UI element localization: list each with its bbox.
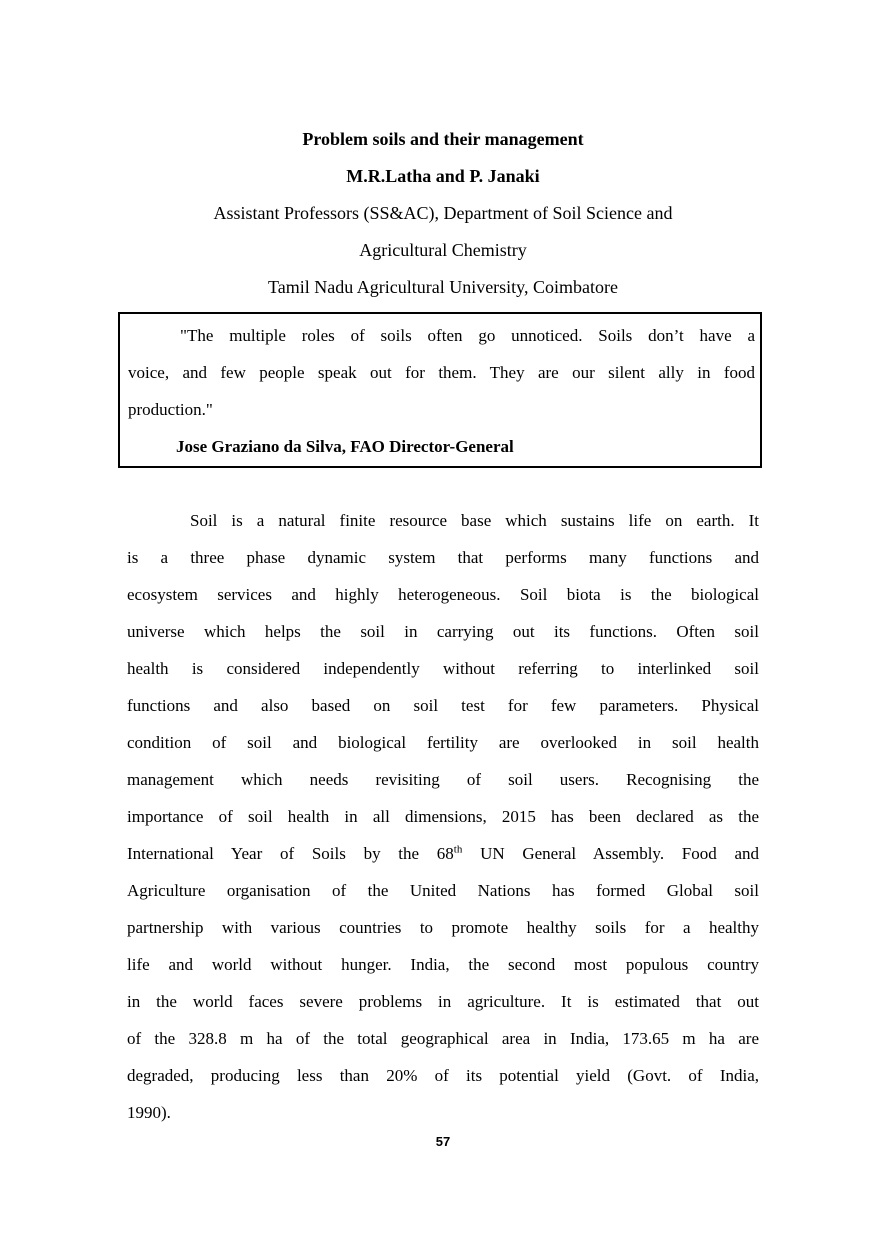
quote-box bbox=[118, 312, 762, 468]
document-header bbox=[127, 121, 759, 306]
superscript-line-pre: International Year of Soils by the 68 bbox=[127, 844, 454, 863]
paragraph-line: Agriculture organisation of the United Nations has formed Global soil bbox=[127, 881, 759, 900]
page-number: 57 bbox=[435, 1134, 451, 1149]
quote-line: voice, and few people speak out for them. They are our silent ally in food bbox=[128, 363, 755, 382]
quote-line: production." bbox=[128, 400, 213, 419]
superscript-line-post: UN General Assembly. Food and bbox=[462, 844, 759, 863]
paragraph-line: management which needs revisiting of soil users. Recognising the bbox=[127, 770, 759, 789]
paragraph-line: health is considered independently without referring to interlinked soil bbox=[127, 659, 759, 678]
affiliation-line-3: Tamil Nadu Agricultural University, Coimbatore bbox=[268, 277, 618, 297]
paragraph-line: in the world faces severe problems in agriculture. It is estimated that out bbox=[127, 992, 759, 1011]
paragraph-line: degraded, producing less than 20% of its potential yield (Govt. of India, bbox=[127, 1066, 759, 1085]
paragraph-line: Soil is a natural finite resource base which sustains life on earth. It bbox=[190, 511, 759, 530]
paragraph-line: ecosystem services and highly heterogeneous. Soil biota is the biological bbox=[127, 585, 759, 604]
paragraph-line: functions and also based on soil test for few parameters. Physical bbox=[127, 696, 759, 715]
authors-line: M.R.Latha and P. Janaki bbox=[346, 166, 540, 186]
quote-attribution: Jose Graziano da Silva, FAO Director-General bbox=[176, 437, 514, 456]
paragraph-line: is a three phase dynamic system that performs many functions and bbox=[127, 548, 759, 567]
affiliation-line-1: Assistant Professors (SS&AC), Department of Soil Science and bbox=[213, 203, 673, 223]
paragraph-line: of the 328.8 m ha of the total geographical area in India, 173.65 m ha are bbox=[127, 1029, 759, 1048]
quote-line: "The multiple roles of soils often go unnoticed. Soils don’t have a bbox=[180, 326, 755, 345]
paragraph-line: partnership with various countries to promote healthy soils for a healthy bbox=[127, 918, 759, 937]
body-paragraph bbox=[127, 502, 759, 1131]
page-title: Problem soils and their management bbox=[302, 129, 584, 149]
page-footer bbox=[127, 1133, 759, 1151]
affiliation-line-2: Agricultural Chemistry bbox=[359, 240, 527, 260]
paragraph-line: 1990). bbox=[127, 1103, 171, 1122]
paragraph-line-with-superscript bbox=[127, 835, 759, 872]
ordinal-superscript: th bbox=[453, 843, 463, 856]
paragraph-line: condition of soil and biological fertility are overlooked in soil health bbox=[127, 733, 759, 752]
paragraph-line: importance of soil health in all dimensions, 2015 has been declared as the bbox=[127, 807, 759, 826]
paragraph-line: life and world without hunger. India, the second most populous country bbox=[127, 955, 759, 974]
paragraph-line: universe which helps the soil in carrying out its functions. Often soil bbox=[127, 622, 759, 641]
